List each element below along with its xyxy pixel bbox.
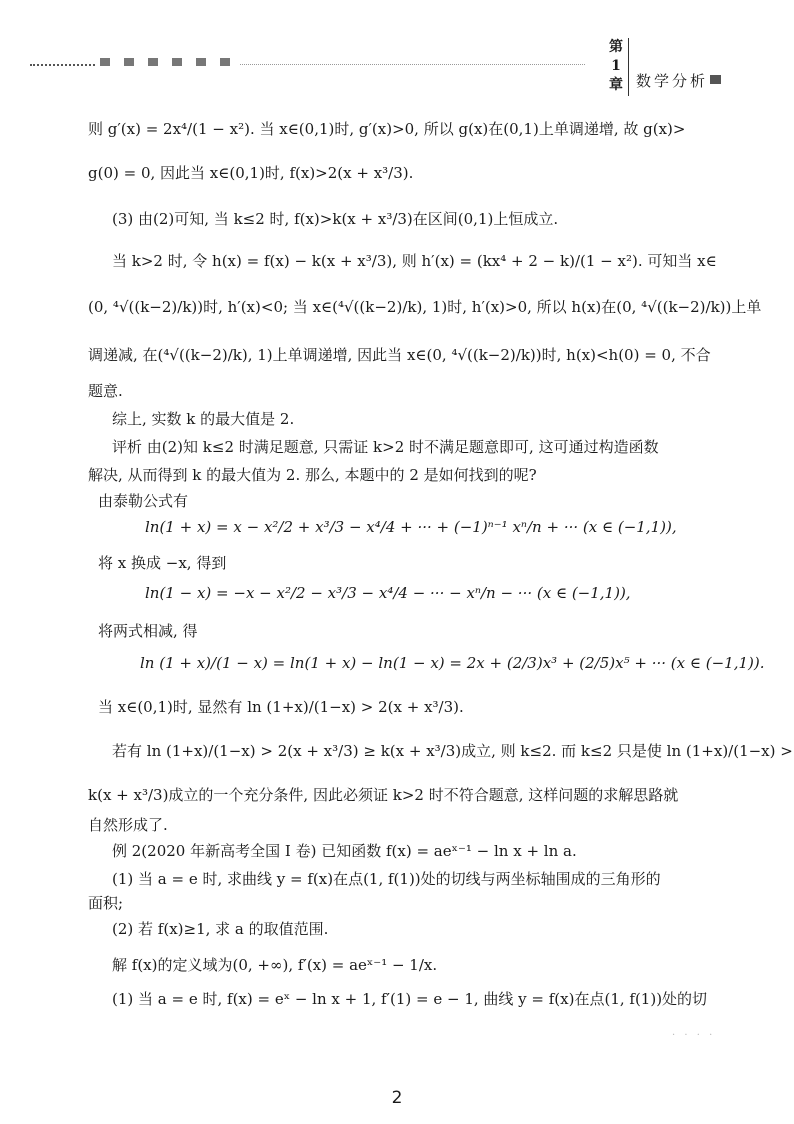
commentary-line: 评析 由(2)知 k≤2 时满足题意, 只需证 k>2 时不满足题意即可, 这可通过构造函数 xyxy=(112,438,659,456)
text-line: (1) 当 a = e 时, f(x) = eˣ − ln x + 1, f′(1) = e − 1, 曲线 y = f(x)在点(1, f(1))处的切 xyxy=(112,990,708,1008)
text-line: 调递减, 在(⁴√((k−2)/k), 1)上单调递增, 因此当 x∈(0, ⁴√((k−2)/k))时, h(x)<h(0) = 0, 不合 xyxy=(88,346,711,364)
text-line: k(x + x³/3)成立的一个充分条件, 因此必须证 k>2 时不符合题意, 这样问题的求解思路就 xyxy=(88,786,679,804)
faint-marks: · · · · xyxy=(672,1030,716,1041)
text-line: 将 x 换成 −x, 得到 xyxy=(98,554,227,572)
text-line: 题意. xyxy=(88,382,123,400)
header-square-icon xyxy=(710,75,721,84)
formula-line: ln(1 + x) = x − x²/2 + x³/3 − x⁴/4 + ··· + (−1)ⁿ⁻¹ xⁿ/n + ··· (x ∈ (−1,1)), xyxy=(145,518,677,536)
header-separator xyxy=(628,38,629,96)
header-dotted-rule xyxy=(30,64,95,66)
header-decoration xyxy=(100,58,230,66)
page-number: 2 xyxy=(391,1088,403,1108)
text-line: 将两式相减, 得 xyxy=(98,622,198,640)
text-line: (3) 由(2)可知, 当 k≤2 时, f(x)>k(x + x³/3)在区间(0,1)上恒成立. xyxy=(112,210,559,228)
header-rule xyxy=(240,64,585,65)
chapter-label: 第 1 章 xyxy=(609,39,623,93)
text-line: g(0) = 0, 因此当 x∈(0,1)时, f(x)>2(x + x³/3). xyxy=(88,164,414,182)
text-line: (2) 若 f(x)≥1, 求 a 的取值范围. xyxy=(112,920,329,938)
text-line: (1) 当 a = e 时, 求曲线 y = f(x)在点(1, f(1))处的切线与两坐标轴围成的三角形的 xyxy=(112,870,661,888)
example-heading: 例 2(2020 年新高考全国 Ⅰ 卷) 已知函数 f(x) = aeˣ⁻¹ − ln x + ln a. xyxy=(112,842,577,860)
text-line: 当 k>2 时, 令 h(x) = f(x) − k(x + x³/3), 则 h′(x) = (kx⁴ + 2 − k)/(1 − x²). 可知当 x∈ xyxy=(112,252,717,270)
formula-line: ln(1 − x) = −x − x²/2 − x³/3 − x⁴/4 − ··· − xⁿ/n − ··· (x ∈ (−1,1)), xyxy=(145,584,631,602)
text-line: 由泰勒公式有 xyxy=(98,492,189,510)
text-line: 自然形成了. xyxy=(88,816,168,834)
text-line: 综上, 实数 k 的最大值是 2. xyxy=(112,410,295,428)
text-line: 则 g′(x) = 2x⁴/(1 − x²). 当 x∈(0,1)时, g′(x)>0, 所以 g(x)在(0,1)上单调递增, 故 g(x)> xyxy=(88,120,686,138)
chapter-title: 数学分析 xyxy=(636,72,709,90)
solution-line: 解 f(x)的定义域为(0, +∞), f′(x) = aeˣ⁻¹ − 1/x. xyxy=(112,956,438,974)
text-line: 面积; xyxy=(88,894,124,912)
text-line: 若有 ln (1+x)/(1−x) > 2(x + x³/3) ≥ k(x + x³/3)成立, 则 k≤2. 而 k≤2 只是使 ln (1+x)/(1−x) > xyxy=(112,742,793,760)
text-line: 解决, 从而得到 k 的最大值为 2. 那么, 本题中的 2 是如何找到的呢? xyxy=(88,466,537,484)
text-line: (0, ⁴√((k−2)/k))时, h′(x)<0; 当 x∈(⁴√((k−2)/k), 1)时, h′(x)>0, 所以 h(x)在(0, ⁴√((k−2)/k))上单 xyxy=(88,298,762,316)
formula-line: ln (1 + x)/(1 − x) = ln(1 + x) − ln(1 − x) = 2x + (2/3)x³ + (2/5)x⁵ + ··· (x ∈ (−1,1)). xyxy=(140,654,765,672)
text-line: 当 x∈(0,1)时, 显然有 ln (1+x)/(1−x) > 2(x + x³/3). xyxy=(98,698,464,716)
